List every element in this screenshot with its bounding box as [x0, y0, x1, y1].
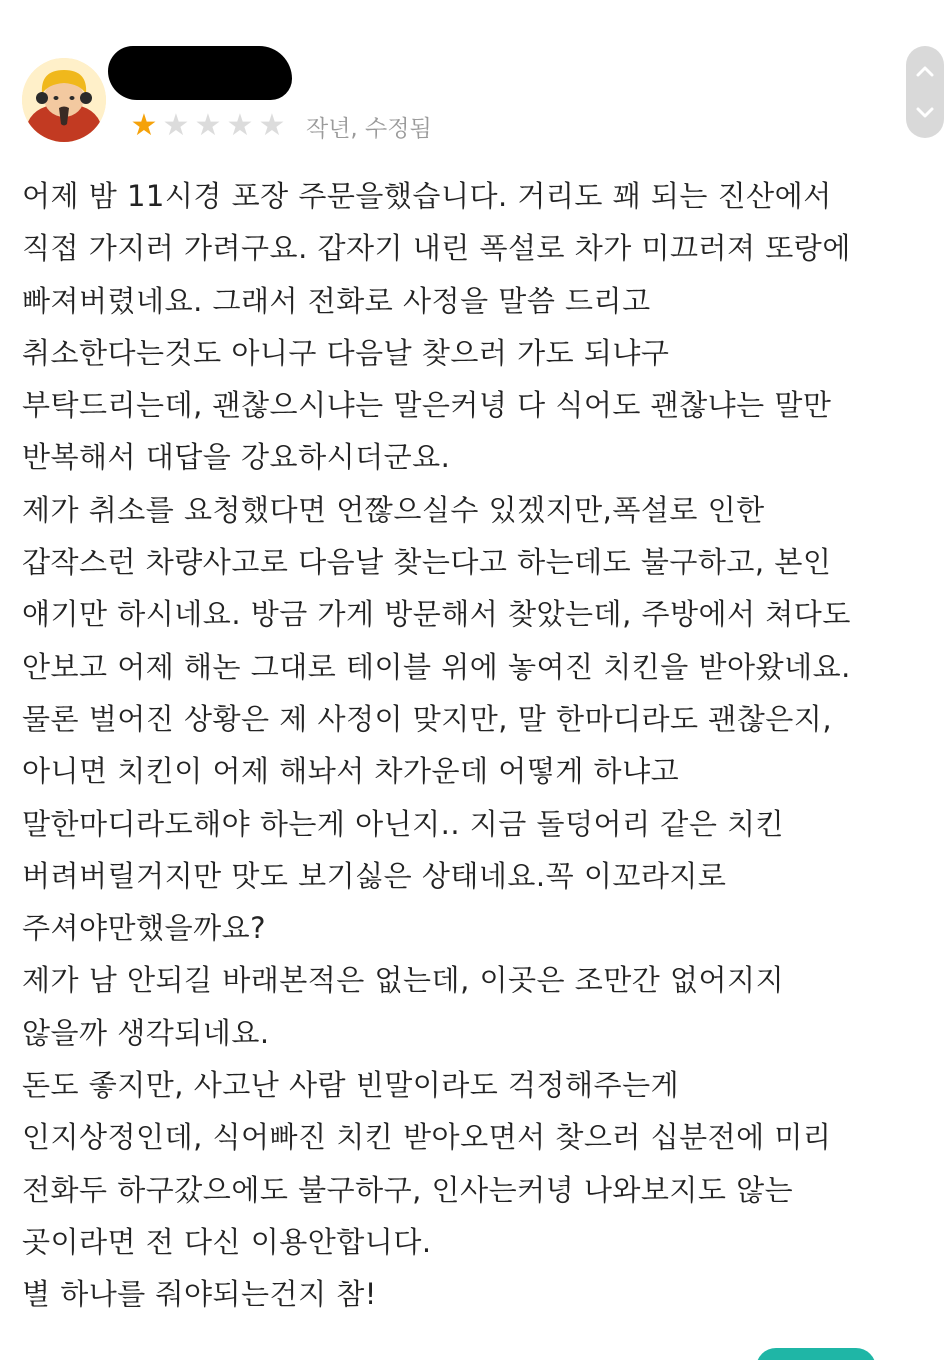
review-text-line: 부탁드리는데, 괜찮으시냐는 말은커녕 다 식어도 괜찮냐는 말만 — [22, 388, 832, 423]
review-text — [22, 170, 922, 1321]
review-text-line: 물론 벌어진 상황은 제 사정이 맞지만, 말 한마디라도 괜찮은지, — [22, 701, 833, 736]
redacted-username — [108, 46, 292, 100]
review-text-line: 전화두 하구갔으에도 불구하구, 인사는커녕 나와보지도 않는 — [22, 1172, 794, 1207]
star-icon: ★ — [194, 108, 222, 143]
review-header — [0, 0, 952, 150]
review-text-line: 말한마디라도해야 하는게 아닌지.. 지금 돌덩어리 같은 치킨 — [22, 806, 785, 841]
floating-action-button[interactable] — [756, 1348, 876, 1360]
avatar[interactable] — [22, 58, 106, 142]
chevron-down-icon[interactable] — [906, 94, 944, 132]
review-text-line: 아니면 치킨이 어제 해놔서 차가운데 어떻게 하냐고 — [22, 754, 680, 789]
review-date: 작년, 수정됨 — [306, 115, 432, 142]
star-icon: ★ — [258, 108, 286, 143]
review-text-line: 않을까 생각되네요. — [22, 1015, 270, 1050]
review-text-line: 제가 남 안되길 바래본적은 없는데, 이곳은 조만간 없어지지 — [22, 963, 785, 998]
review-text-line: 인지상정인데, 식어빠진 치킨 받아오면서 찾으러 십분전에 미리 — [22, 1120, 832, 1155]
scroll-control[interactable] — [906, 46, 944, 138]
review-text-line: 곳이라면 전 다신 이용안합니다. — [22, 1224, 432, 1259]
chef-character-avatar-icon — [22, 58, 106, 142]
review-text-line: 주셔야만했을까요? — [22, 911, 267, 946]
review-text-line: 취소한다는것도 아니구 다음날 찾으러 가도 되냐구 — [22, 335, 670, 370]
review-text-line: 갑작스런 차량사고로 다음날 찾는다고 하는데도 불구하고, 본인 — [22, 545, 832, 580]
star-icon: ★ — [130, 108, 158, 143]
star-icon: ★ — [162, 108, 190, 143]
review-text-line: 빠져버렸네요. 그래서 전화로 사정을 말씀 드리고 — [22, 283, 651, 318]
review-text-line: 돈도 좋지만, 사고난 사람 빈말이라도 걱정해주는게 — [22, 1068, 680, 1103]
review-text-line: 제가 취소를 요청했다면 언짢으실수 있겠지만,폭설로 인한 — [22, 492, 765, 527]
star-rating — [128, 108, 432, 144]
review-text-line: 버려버릴거지만 맛도 보기싫은 상태네요.꼭 이꼬라지로 — [22, 858, 727, 893]
star-icon: ★ — [226, 108, 254, 143]
review-text-line: 어제 밤 11시경 포장 주문을했습니다. 거리도 꽤 되는 진산에서 — [22, 179, 832, 213]
review-text-line: 반복해서 대답을 강요하시더군요. — [22, 440, 451, 475]
chevron-up-icon[interactable] — [906, 52, 944, 90]
review-text-line: 직접 가지러 가려구요. 갑자기 내린 폭설로 차가 미끄러져 또랑에 — [22, 231, 851, 266]
review-text-line: 별 하나를 줘야되는건지 참! — [22, 1277, 377, 1312]
review-text-line: 안보고 어제 해논 그대로 테이블 위에 놓여진 치킨을 받아왔네요. — [22, 649, 851, 684]
review-text-line: 얘기만 하시네요. 방금 가게 방문해서 찾았는데, 주방에서 쳐다도 — [22, 597, 851, 632]
